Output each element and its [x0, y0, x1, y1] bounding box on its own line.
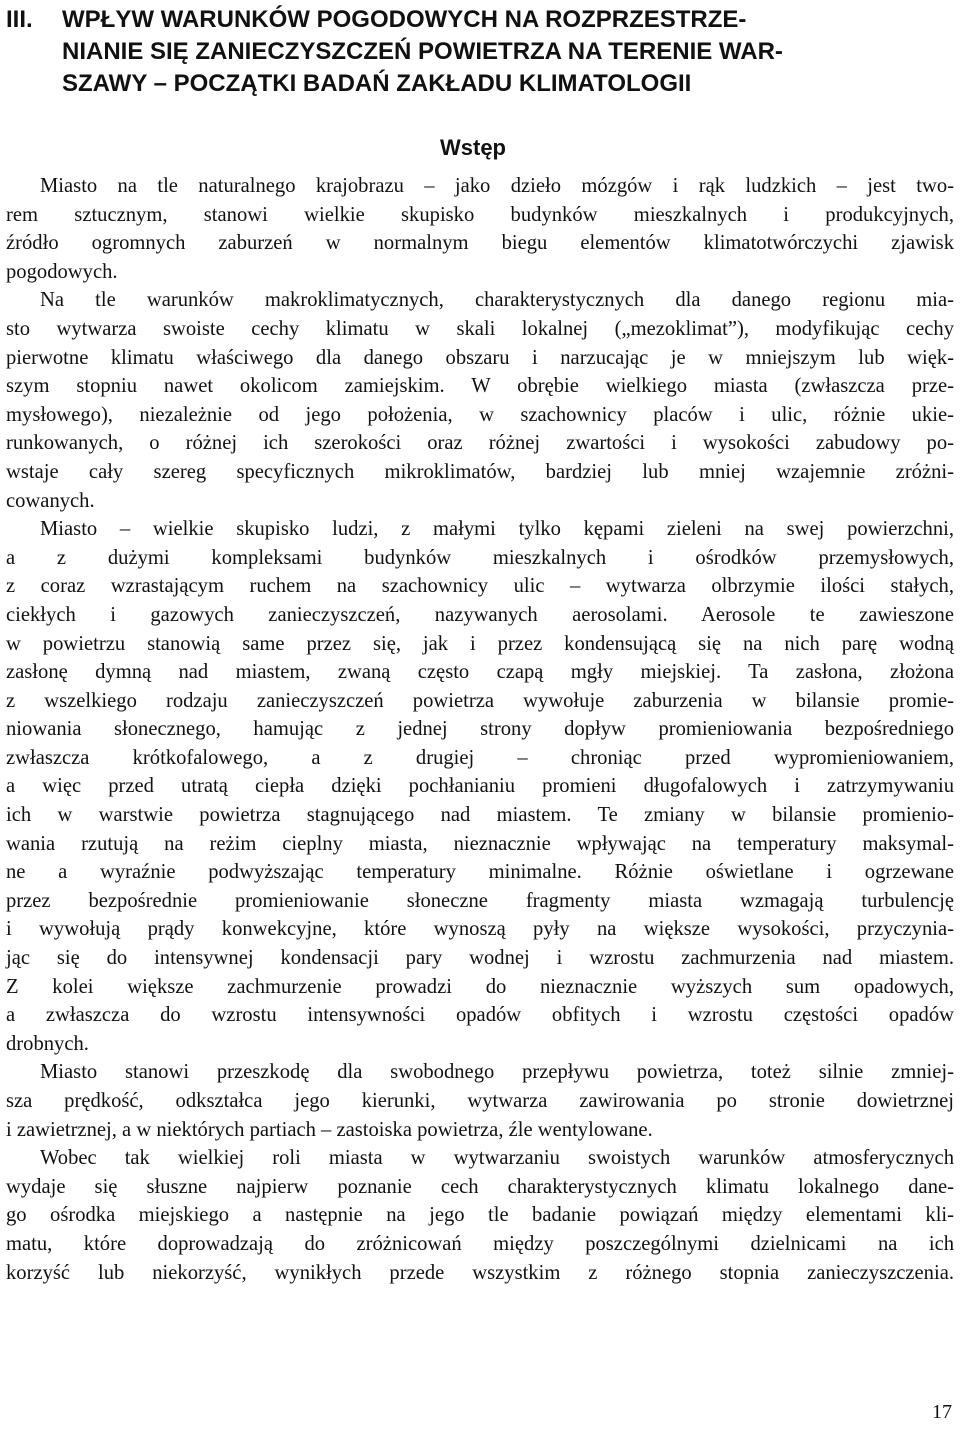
text-line: źródło ogromnych zaburzeń w normalnym biegu elementów klimatotwórczychi zjawisk: [6, 232, 954, 255]
text-line: go ośrodka miejskiego a następnie na jego tle badanie powiązań między elementami kli-: [6, 1204, 954, 1227]
text-line: Wobec tak wielkiej roli miasta w wytwarzaniu swoistych warunków atmosferycznych: [40, 1147, 954, 1170]
text-line: wydaje się słuszne najpierw poznanie cech charakterystycznych klimatu lokalnego dane-: [6, 1175, 954, 1198]
text-line: matu, które doprowadzają do zróżnicowań między poszczególnymi dzielnicami na ich: [6, 1232, 954, 1255]
text-line: szym stopniu nawet okolicom zamiejskim. W obrębie wielkiego miasta (zwłaszcza prze-: [6, 375, 954, 398]
text-line: sza prędkość, odkształca jego kierunki, wytwarza zawirowania po stronie dowietrznej: [6, 1090, 954, 1112]
text-line: zwłaszcza krótkofalowego, a z drugiej – chroniąc przed wypromieniowaniem,: [6, 746, 954, 769]
text-line: i wywołują prądy konwekcyjne, które wynoszą pyły na większe wysokości, przyczynia-: [6, 918, 954, 941]
text-line: niowania słonecznego, hamując z jednej strony dopływ promieniowania bezpośredniego: [6, 718, 954, 741]
text-line: Miasto na tle naturalnego krajobrazu – jako dzieło mózgów i rąk ludzkich – jest two-: [40, 175, 954, 197]
text-line: a więc przed utratą ciepła dzięki pochłanianiu promieni długofalowych i zatrzymywaniu: [6, 775, 954, 798]
chapter-title-line: NIANIE SIĘ ZANIECZYSZCZEŃ POWIETRZA NA TERENIE WAR-: [62, 38, 783, 65]
chapter-heading-line-2: [6, 36, 946, 68]
text-line: mysłowego), niezależnie od jego położenia, w szachownicy placów i ulic, różnie ukie-: [6, 403, 954, 426]
text-line: runkowanych, o różnej ich szerokości oraz różnej zwartości i wysokości zabudowy po-: [6, 432, 954, 455]
chapter-title-line: SZAWY – POCZĄTKI BADAŃ ZAKŁADU KLIMATOLOGII: [62, 70, 692, 97]
text-line: z coraz wzrastającym ruchem na szachownicy ulic – wytwarza olbrzymie ilości stałych,: [6, 575, 954, 598]
text-line: pogodowych.: [6, 260, 118, 283]
text-line: wania rzutują na reżim cieplny miasta, nieznacznie wpływając na temperatury maksymal-: [6, 832, 954, 855]
text-line: a zwłaszcza do wzrostu intensywności opadów obfitych i wzrostu częstości opadów: [6, 1004, 954, 1027]
text-line: przez bezpośrednie promieniowanie słoneczne fragmenty miasta wzmagają turbulencję: [6, 889, 954, 912]
text-line: ne a wyraźnie podwyższając temperatury minimalne. Różnie oświetlane i ogrzewane: [6, 861, 954, 884]
text-line: cowanych.: [6, 489, 95, 512]
chapter-title-line: WPŁYW WARUNKÓW POGODOWYCH NA ROZPRZESTRZE-: [62, 6, 747, 33]
text-line: zasłonę dymną nad miastem, zwaną często czapą mgły miejskiej. Ta zasłona, złożona: [6, 661, 954, 684]
text-line: sto wytwarza swoiste cechy klimatu w skali lokalnej („mezoklimat”), modyfikując cechy: [6, 317, 954, 340]
text-line: i zawietrznej, a w niektórych partiach – zastoiska powietrza, źle wentylowane.: [6, 1118, 653, 1141]
text-line: wstaje cały szereg specyficznych mikroklimatów, bardziej lub mniej wzajemnie zróżni-: [6, 460, 954, 483]
text-line: rem sztucznym, stanowi wielkie skupisko budynków mieszkalnych i produkcyjnych,: [6, 203, 954, 226]
chapter-heading: [6, 4, 946, 100]
text-line: ciekłych i gazowych zanieczyszczeń, nazywanych aerosolami. Aerosole te zawieszone: [6, 603, 954, 626]
chapter-heading-line-3: [6, 68, 946, 100]
text-line: pierwotne klimatu właściwego dla danego obszaru i narzucając je w mniejszym lub więk-: [6, 346, 954, 369]
text-line: ich w warstwie powietrza stagnującego nad miastem. Te zmiany w bilansie promienio-: [6, 804, 954, 827]
text-line: w powietrzu stanowią same przez się, jak i przez kondensującą się na nich parę wodną: [6, 632, 954, 655]
body-text: [6, 172, 954, 1287]
text-line: Miasto – wielkie skupisko ludzi, z małymi tylko kępami zieleni na swej powierzchni,: [40, 518, 954, 541]
chapter-heading-line-1: [6, 4, 946, 36]
chapter-number: III.: [6, 6, 33, 33]
text-line: drobnych.: [6, 1032, 89, 1055]
text-line: z wszelkiego rodzaju zanieczyszczeń powietrza wywołuje zaburzenia w bilansie promie-: [6, 689, 954, 712]
text-line: korzyść lub niekorzyść, wynikłych przede wszystkim z różnego stopnia zanieczyszczenia.: [6, 1261, 954, 1284]
text-line: a z dużymi kompleksami budynków mieszkalnych i ośrodków przemysłowych,: [6, 546, 954, 569]
text-line: Na tle warunków makroklimatycznych, charakterystycznych dla danego regionu mia-: [40, 289, 954, 312]
page-number: 17: [932, 1401, 952, 1423]
text-line: Miasto stanowi przeszkodę dla swobodnego przepływu powietrza, toteż silnie zmniej-: [40, 1061, 954, 1084]
text-line: jąc się do intensywnej kondensacji pary wodnej i wzrostu zachmurzenia nad miastem.: [6, 947, 954, 970]
text-line: Z kolei większe zachmurzenie prowadzi do nieznacznie wyższych sum opadowych,: [6, 975, 954, 998]
section-heading: Wstęp: [440, 135, 506, 160]
